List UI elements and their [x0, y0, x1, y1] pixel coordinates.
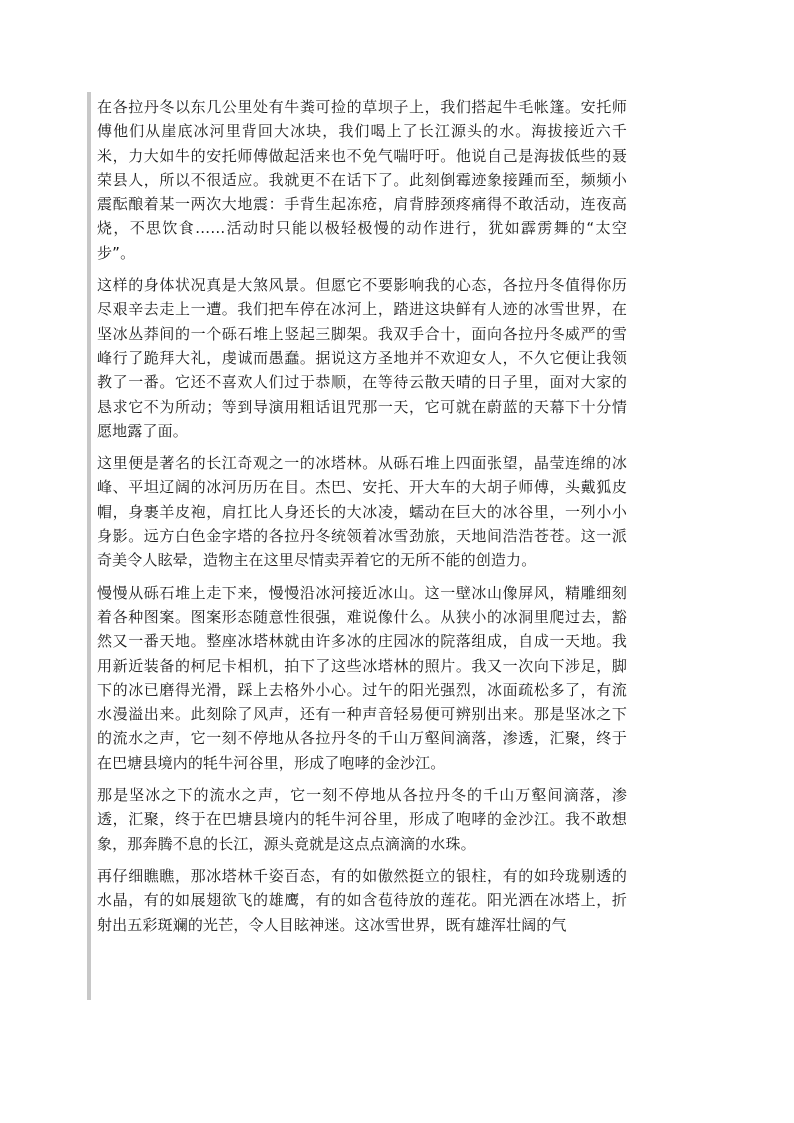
- article-body: [97, 95, 627, 945]
- paragraph-3: 这里便是著名的长江奇观之一的冰塔林。从砾石堆上四面张望，晶莹连绵的冰峰、平坦辽阔的冰河历历在目。杰巴、安托、开大车的大胡子师傅，头戴狐皮帽，身裹羊皮袍，肩扛比人身还长的大冰凌，蠕动在巨大的冰谷里，一列小小身影。远方白色金字塔的各拉丹冬统领着冰雪劲旅，天地间浩浩苍苍。这一派奇美令人眩晕，造物主在这里尽情卖弄着它的无所不能的创造力。: [97, 454, 627, 570]
- paragraph-1: 在各拉丹冬以东几公里处有牛粪可捡的草坝子上，我们搭起牛毛帐篷。安托师傅他们从崖底冰河里背回大冰块，我们喝上了长江源头的水。海拔接近六千米，力大如牛的安托师傅做起活来也不免气喘吁吁。他说自己是海拔低些的聂荣县人，所以不很适应。我就更不在话下了。此刻倒霉迹象接踵而至，频频小震酝酿着某一两次大地震：手背生起冻疮，肩背脖颈疼痛得不敢活动，连夜高烧，不思饮食……活动时只能以极轻极慢的动作进行，犹如霹雳舞的“太空步”。: [97, 98, 627, 262]
- paragraph-6: 再仔细瞧瞧，那冰塔林千姿百态，有的如傲然挺立的银柱，有的如玲珑剔透的水晶，有的如展翅欲飞的雄鹰，有的如含苞待放的莲花。阳光洒在冰塔上，折射出五彩斑斓的光芒，令人目眩神迷。这冰雪世界，既有雄浑壮阔的气: [97, 866, 627, 934]
- paragraph-5: 那是坚冰之下的流水之声，它一刻不停地从各拉丹冬的千山万壑间滴落，渗透，汇聚，终于在巴塘县境内的牦牛河谷里，形成了咆哮的金沙江。我不敢想象，那奔腾不息的长江，源头竟就是这点点滴滴的水珠。: [97, 786, 627, 853]
- paragraph-4: 慢慢从砾石堆上走下来，慢慢沿冰河接近冰山。这一壁冰山像屏风，精雕细刻着各种图案。图案形态随意性很强，难说像什么。从狭小的冰洞里爬过去，豁然又一番天地。整座冰塔林就由许多冰的庄园冰的院落组成，自成一天地。我用新近装备的柯尼卡相机，拍下了这些冰塔林的照片。我又一次向下涉足，脚下的冰已磨得光滑，踩上去格外小心。过午的阳光强烈，冰面疏松多了，有流水漫溢出来。此刻除了风声，还有一种声音轻易便可辨别出来。那是坚冰之下的流水之声，它一刻不停地从各拉丹冬的千山万壑间滴落，渗透，汇聚，终于在巴塘县境内的牦牛河谷里，形成了咆哮的金沙江。: [97, 583, 627, 772]
- quote-left-border: [87, 92, 91, 1000]
- paragraph-2: 这样的身体状况真是大煞风景。但愿它不要影响我的心态，各拉丹冬值得你历尽艰辛去走上一遭。我们把车停在冰河上，踏进这块鲜有人迹的冰雪世界，在坚冰丛莽间的一个砾石堆上竖起三脚架。我双手合十，面向各拉丹冬威严的雪峰行了跪拜大礼，虔诚而愚蠢。据说这方圣地并不欢迎女人，不久它便让我领教了一番。它还不喜欢人们过于恭顺，在等待云散天晴的日子里，面对大家的恳求它不为所动；等到导演用粗话诅咒那一天，它可就在蔚蓝的天幕下十分情愿地露了面。: [97, 276, 627, 440]
